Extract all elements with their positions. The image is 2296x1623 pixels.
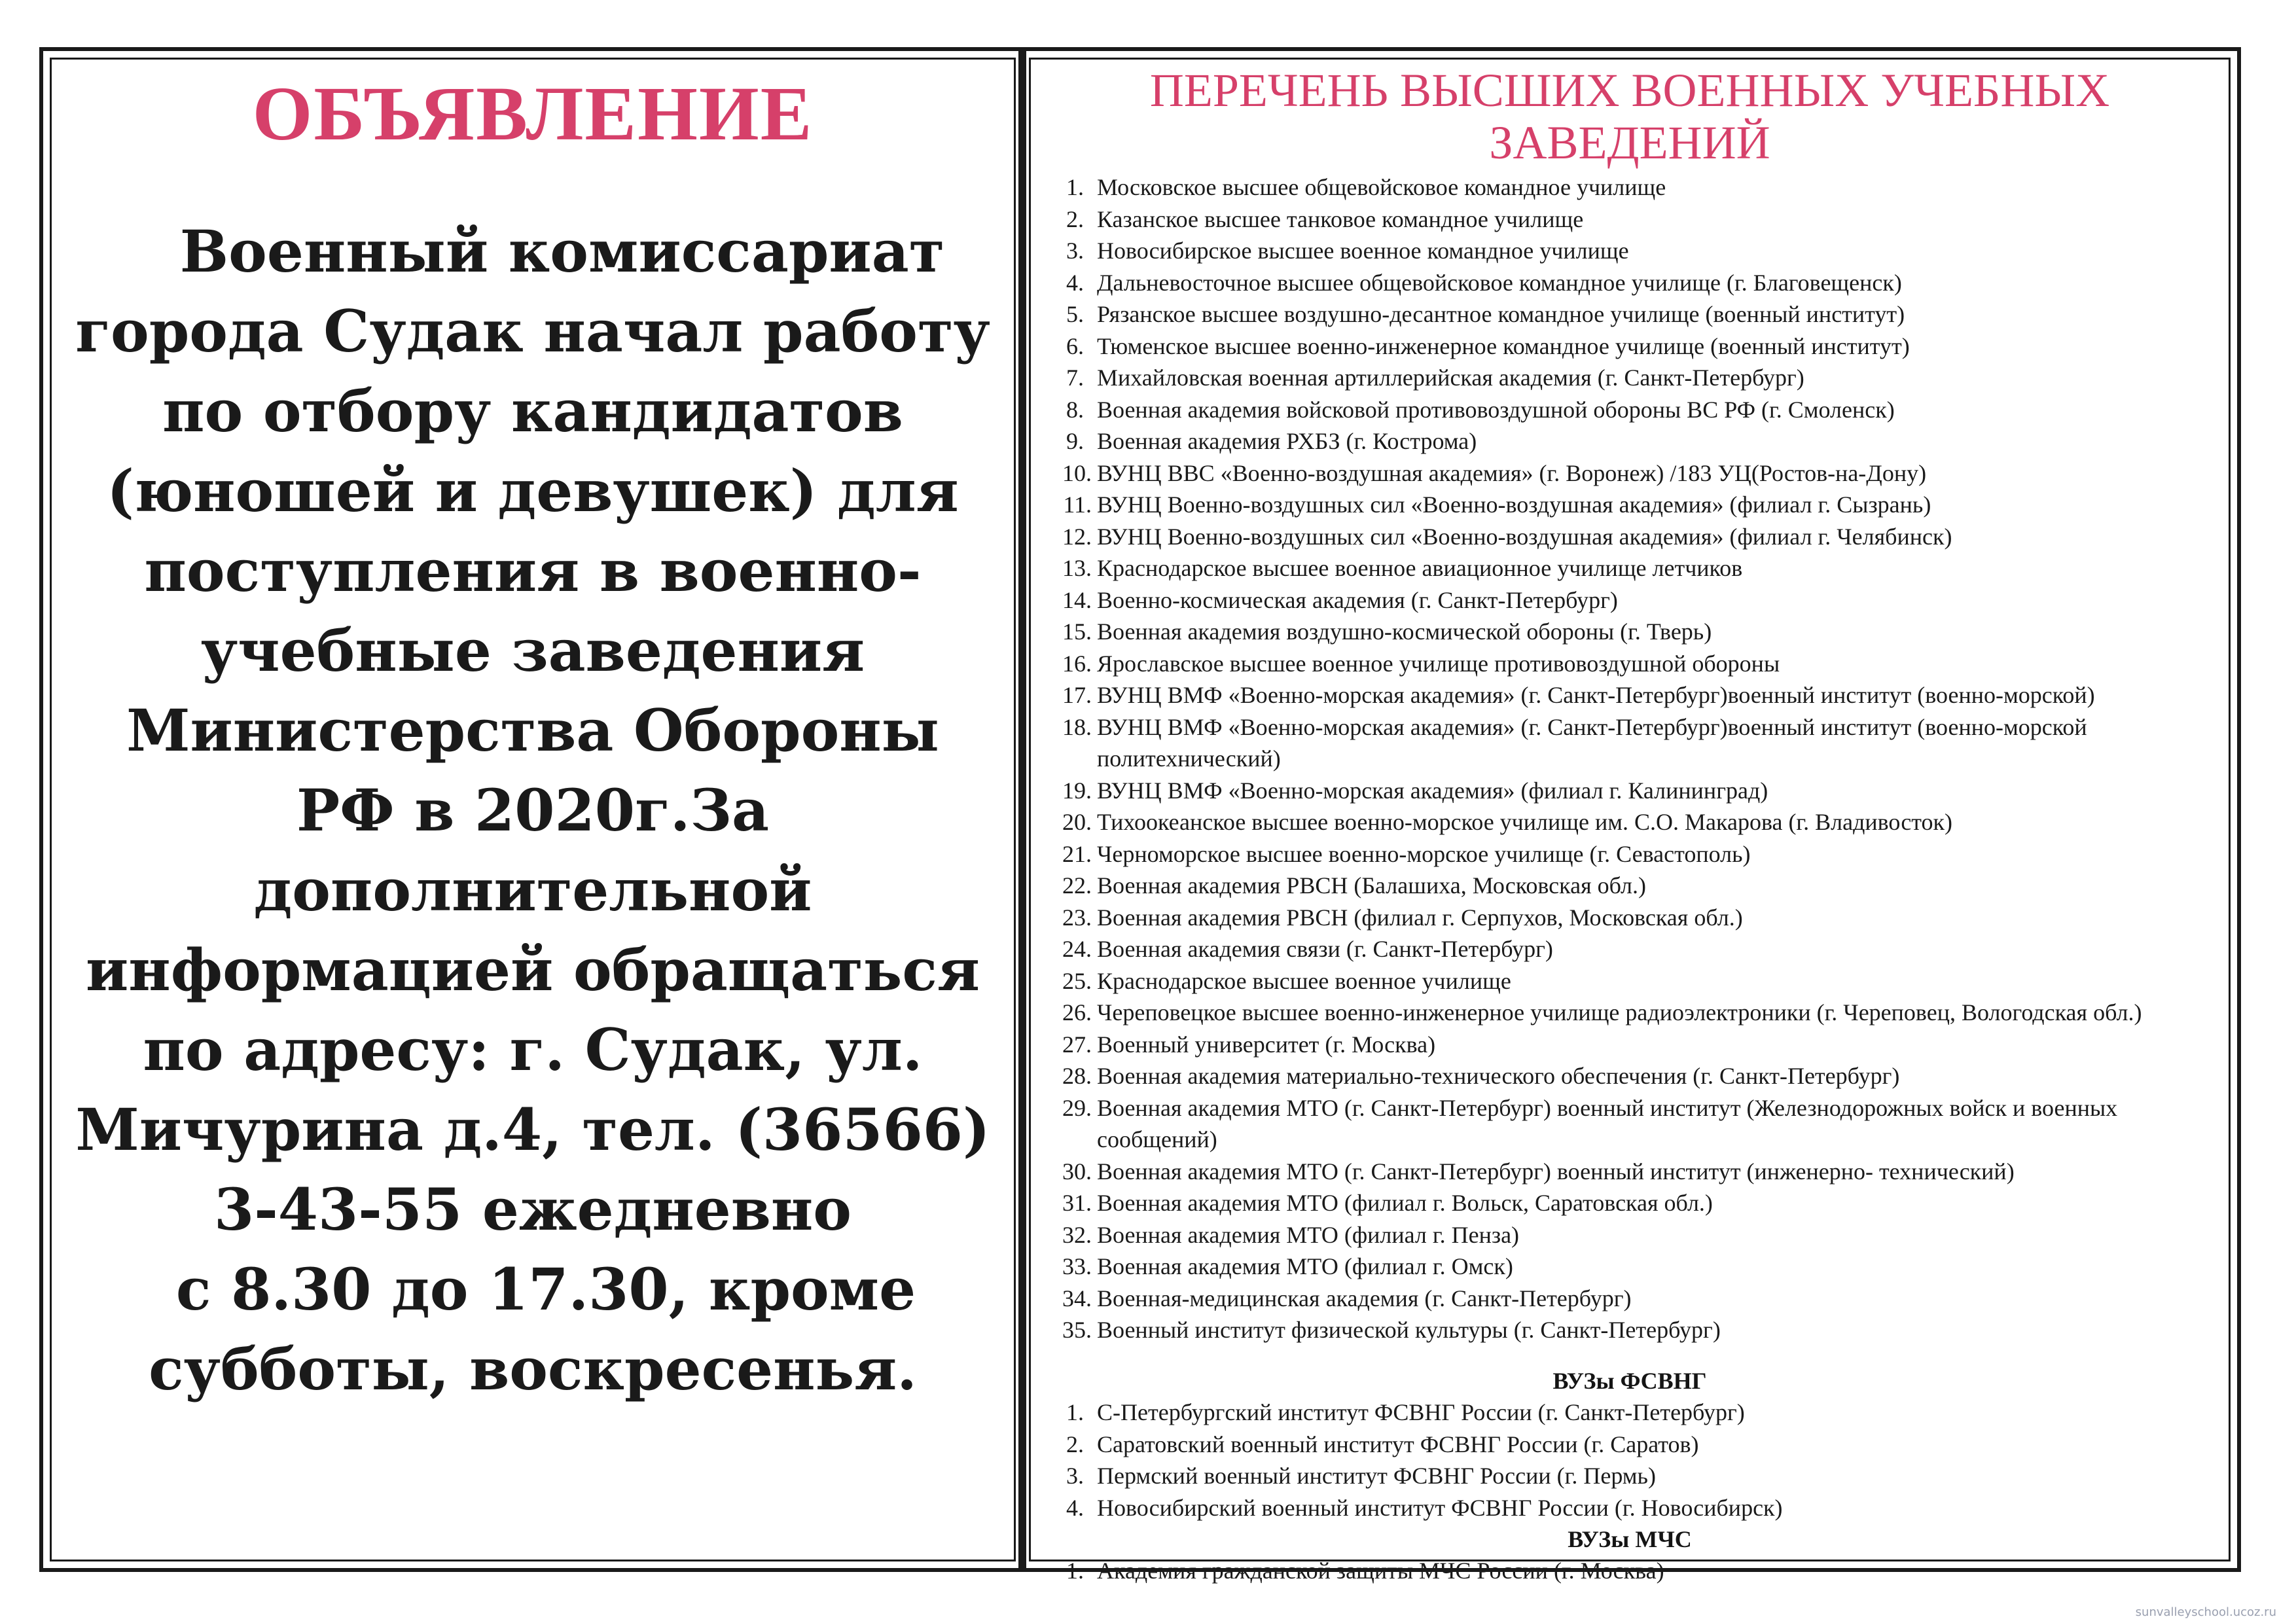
list-item-number: 4.	[1066, 1494, 1084, 1521]
list-item-text: Военная академия материально-технического обеспечения (г. Санкт-Петербург)	[1097, 1063, 1900, 1089]
announcement-line: РФ в 2020г.За	[296, 776, 770, 844]
announcement-line: субботы, воскресенья.	[149, 1335, 917, 1403]
list-item-text: Саратовский военный институт ФСВНГ России (г. Саратов)	[1097, 1431, 1699, 1457]
list-item-number: 35.	[1062, 1317, 1092, 1343]
list-item-number: 22.	[1062, 872, 1092, 899]
announcement-line: с 8.30 до 17.30, кроме	[175, 1255, 916, 1323]
list-item-text: ВУНЦ Военно-воздушных сил «Военно-воздушная академия» (филиал г. Челябинск)	[1097, 523, 1952, 550]
announcement-line: Министерства Обороны	[126, 696, 939, 764]
list-item-text: Военный университет (г. Москва)	[1097, 1031, 1436, 1058]
list-item	[1049, 552, 2224, 584]
list-item-number: 7.	[1066, 365, 1084, 391]
list-item-text: Военная академия РВСН (Балашиха, Московская обл.)	[1097, 872, 1647, 899]
institutions-list	[1049, 171, 2224, 1346]
list-item	[1049, 584, 2224, 616]
announcement-line: по отбору кандидатов	[162, 377, 903, 445]
list-item	[1049, 997, 2224, 1029]
list-item	[1049, 965, 2224, 997]
announcement-line: по адресу: г. Судак, ул.	[143, 1016, 923, 1084]
list-item-number: 3.	[1066, 1463, 1084, 1489]
announcement-panel	[39, 47, 1026, 1572]
list-item-number: 10.	[1062, 459, 1092, 486]
announcement-line: Мичурина д.4, тел. (36566)	[75, 1096, 990, 1164]
list-item-number: 13.	[1062, 555, 1092, 581]
list-item-text: Ярославское высшее военное училище противовоздушной обороны	[1097, 650, 1780, 677]
list-item	[1049, 775, 2224, 807]
list-item-text: Военная академия МТО (филиал г. Пенза)	[1097, 1221, 1520, 1248]
list-item-text: Военная академия войсковой противовоздушной обороны ВС РФ (г. Смоленск)	[1097, 396, 1895, 423]
list-item	[1049, 1460, 2224, 1492]
list-item-text: Рязанское высшее воздушно-десантное командное училище (военный институт)	[1097, 301, 1905, 327]
list-item-number: 17.	[1062, 682, 1092, 708]
announcement-line: дополнительной	[253, 856, 812, 924]
list-item	[1049, 902, 2224, 934]
list-item	[1049, 1555, 2224, 1587]
mchs-heading: ВУЗы МЧС	[1568, 1526, 1692, 1552]
list-item	[1049, 1029, 2224, 1061]
announcement-line: информацией обращаться	[86, 936, 980, 1004]
list-item	[1049, 806, 2224, 838]
list-item-text: Военная академия МТО (филиал г. Вольск, Саратовская обл.)	[1097, 1190, 1713, 1216]
fsvng-list	[1049, 1397, 2224, 1524]
list-item-text: Военная академия связи (г. Санкт-Петербург)	[1097, 936, 1553, 962]
list-item-number: 19.	[1062, 777, 1092, 804]
list-item-text: С-Петербургский институт ФСВНГ России (г. Санкт-Петербург)	[1097, 1399, 1745, 1425]
list-item-text: Пермский военный институт ФСВНГ России (г. Пермь)	[1097, 1463, 1656, 1489]
list-item-text: ВУНЦ ВВС «Военно-воздушная академия» (г. Воронеж) /183 УЦ(Ростов-на-Дону)	[1097, 459, 1927, 486]
list-item	[1049, 1429, 2224, 1461]
list-item-text: Краснодарское высшее военное училище	[1097, 967, 1511, 994]
list-item	[1049, 1283, 2224, 1315]
list-title-line-1: ПЕРЕЧЕНЬ ВЫСШИХ ВОЕННЫХ УЧЕБНЫХ	[1149, 64, 2110, 116]
list-item-number: 2.	[1066, 1431, 1084, 1457]
list-item-number: 8.	[1066, 396, 1084, 423]
fsvng-heading: ВУЗы ФСВНГ	[1552, 1368, 1707, 1394]
announcement-line: города Судак начал работу	[75, 297, 990, 365]
list-item	[1049, 489, 2224, 521]
list-item-number: 1.	[1066, 1399, 1084, 1425]
list-item	[1049, 933, 2224, 965]
list-item-number: 1.	[1066, 174, 1084, 200]
list-item	[1049, 870, 2224, 902]
list-item-text: Военная академия РХБЗ (г. Кострома)	[1097, 428, 1477, 454]
list-item	[1049, 679, 2224, 711]
list-item-text: ВУНЦ ВМФ «Военно-морская академия» (г. Санкт-Петербург)военный институт (военно-морской политехнический)	[1097, 713, 2087, 772]
list-item-text: Московское высшее общевойсковое командное училище	[1097, 174, 1666, 200]
list-title-line-2: ЗАВЕДЕНИЙ	[1489, 116, 1770, 169]
list-item	[1049, 1092, 2224, 1156]
list-item	[1049, 235, 2224, 267]
list-item-text: Михайловская военная артиллерийская академия (г. Санкт-Петербург)	[1097, 365, 1804, 391]
list-item-number: 15.	[1062, 618, 1092, 645]
list-item-text: Казанское высшее танковое командное училище	[1097, 205, 1584, 232]
list-item-number: 2.	[1066, 205, 1084, 232]
list-item	[1049, 1314, 2224, 1346]
list-item-text: ВУНЦ ВМФ «Военно-морская академия» (филиал г. Калининград)	[1097, 777, 1768, 804]
list-item-number: 26.	[1062, 999, 1092, 1026]
list-item-text: Дальневосточное высшее общевойсковое командное училище (г. Благовещенск)	[1097, 269, 1902, 296]
list-item	[1049, 267, 2224, 299]
announcement-line: (юношей и девушек) для	[107, 457, 959, 525]
list-item-text: ВУНЦ ВМФ «Военно-морская академия» (г. Санкт-Петербург)военный институт (военно-морской)	[1097, 682, 2095, 708]
list-item-number: 24.	[1062, 936, 1092, 962]
list-item	[1049, 298, 2224, 330]
list-item-number: 18.	[1062, 713, 1092, 740]
list-item-number: 12.	[1062, 523, 1092, 550]
list-item-number: 25.	[1062, 967, 1092, 994]
list-item	[1049, 1156, 2224, 1188]
list-item-number: 1.	[1066, 1558, 1084, 1584]
list-item	[1049, 425, 2224, 457]
list-item	[1049, 330, 2224, 363]
announcement-line: поступления в военно-	[144, 537, 922, 605]
list-item	[1049, 648, 2224, 680]
announcement-line: Военный комиссариат	[179, 217, 945, 285]
list-item-text: Военная академия МТО (г. Санкт-Петербург) военный институт (Железнодорожных войск и военных сообщений)	[1097, 1094, 2118, 1152]
list-item-text: Тюменское высшее военно-инженерное командное училище (военный институт)	[1097, 332, 1910, 359]
list-item	[1049, 1219, 2224, 1251]
list-item-number: 11.	[1063, 491, 1092, 518]
list-title	[1022, 64, 2237, 169]
list-item-number: 5.	[1066, 301, 1084, 327]
list-item-number: 34.	[1062, 1285, 1092, 1311]
list-item-text: Военно-космическая академия (г. Санкт-Петербург)	[1097, 586, 1618, 613]
list-item-number: 29.	[1062, 1094, 1092, 1121]
list-item-text: Военная академия РВСН (филиал г. Серпухов, Московская обл.)	[1097, 904, 1743, 931]
list-item-number: 4.	[1066, 269, 1084, 296]
list-item	[1049, 394, 2224, 426]
list-item-text: Военная академия МТО (филиал г. Омск)	[1097, 1253, 1513, 1279]
list-item	[1049, 1060, 2224, 1092]
list-item-number: 3.	[1066, 238, 1084, 264]
list-item-text: ВУНЦ Военно-воздушных сил «Военно-воздушная академия» (филиал г. Сызрань)	[1097, 491, 1931, 518]
announcement-body	[69, 211, 996, 1409]
list-item-text: Тихоокеанское высшее военно-морское училище им. С.О. Макарова (г. Владивосток)	[1097, 809, 1953, 835]
list-item-text: Военный институт физической культуры (г. Санкт-Петербург)	[1097, 1317, 1721, 1343]
list-item-text: Краснодарское высшее военное авиационное училище летчиков	[1097, 555, 1743, 581]
institutions-panel	[1018, 47, 2241, 1584]
list-item-text: Череповецкое высшее военно-инженерное училище радиоэлектроники (г. Череповец, Вологодская обл.)	[1097, 999, 2142, 1026]
list-item-number: 30.	[1062, 1158, 1092, 1185]
list-item-number: 20.	[1062, 809, 1092, 835]
list-item-number: 14.	[1062, 586, 1092, 613]
list-item	[1049, 1187, 2224, 1219]
list-item-number: 9.	[1066, 428, 1084, 454]
list-item-number: 33.	[1062, 1253, 1092, 1279]
list-item-number: 27.	[1062, 1031, 1092, 1058]
list-item-number: 16.	[1062, 650, 1092, 677]
list-item-number: 28.	[1062, 1063, 1092, 1089]
list-item	[1049, 1492, 2224, 1524]
list-item	[1049, 171, 2224, 204]
list-item	[1049, 838, 2224, 870]
announcement-line: 3-43-55 ежедневно	[214, 1175, 852, 1243]
list-item-number: 6.	[1066, 332, 1084, 359]
announcement-title: ОБЪЯВЛЕНИЕ	[252, 71, 814, 156]
list-item-text: Черноморское высшее военно-морское училище (г. Севастополь)	[1097, 840, 1751, 867]
list-item-number: 23.	[1062, 904, 1092, 931]
list-item-number: 32.	[1062, 1221, 1092, 1248]
list-item-text: Военная академия МТО (г. Санкт-Петербург) военный институт (инженерно- технический)	[1097, 1158, 2015, 1185]
list-item-text: Военная академия воздушно-космической обороны (г. Тверь)	[1097, 618, 1712, 645]
list-item-text: Академия гражданской защиты МЧС России (г. Москва)	[1097, 1558, 1664, 1584]
announcement-line: учебные заведения	[200, 616, 865, 685]
list-item-number: 31.	[1062, 1190, 1092, 1216]
list-item	[1049, 1251, 2224, 1283]
list-item	[1049, 362, 2224, 394]
mchs-list	[1049, 1555, 2224, 1587]
watermark: sunvalleyschool.ucoz.ru	[2135, 1605, 2276, 1619]
list-item	[1049, 204, 2224, 236]
list-item-text: Новосибирский военный институт ФСВНГ России (г. Новосибирск)	[1097, 1494, 1783, 1521]
list-item-number: 21.	[1062, 840, 1092, 867]
list-item-text: Новосибирское высшее военное командное училище	[1097, 238, 1629, 264]
list-item	[1049, 1397, 2224, 1429]
list-item-text: Военная-медицинская академия (г. Санкт-Петербург)	[1097, 1285, 1632, 1311]
list-item	[1049, 457, 2224, 490]
list-item	[1049, 521, 2224, 553]
list-item	[1049, 616, 2224, 648]
list-item	[1049, 711, 2224, 775]
